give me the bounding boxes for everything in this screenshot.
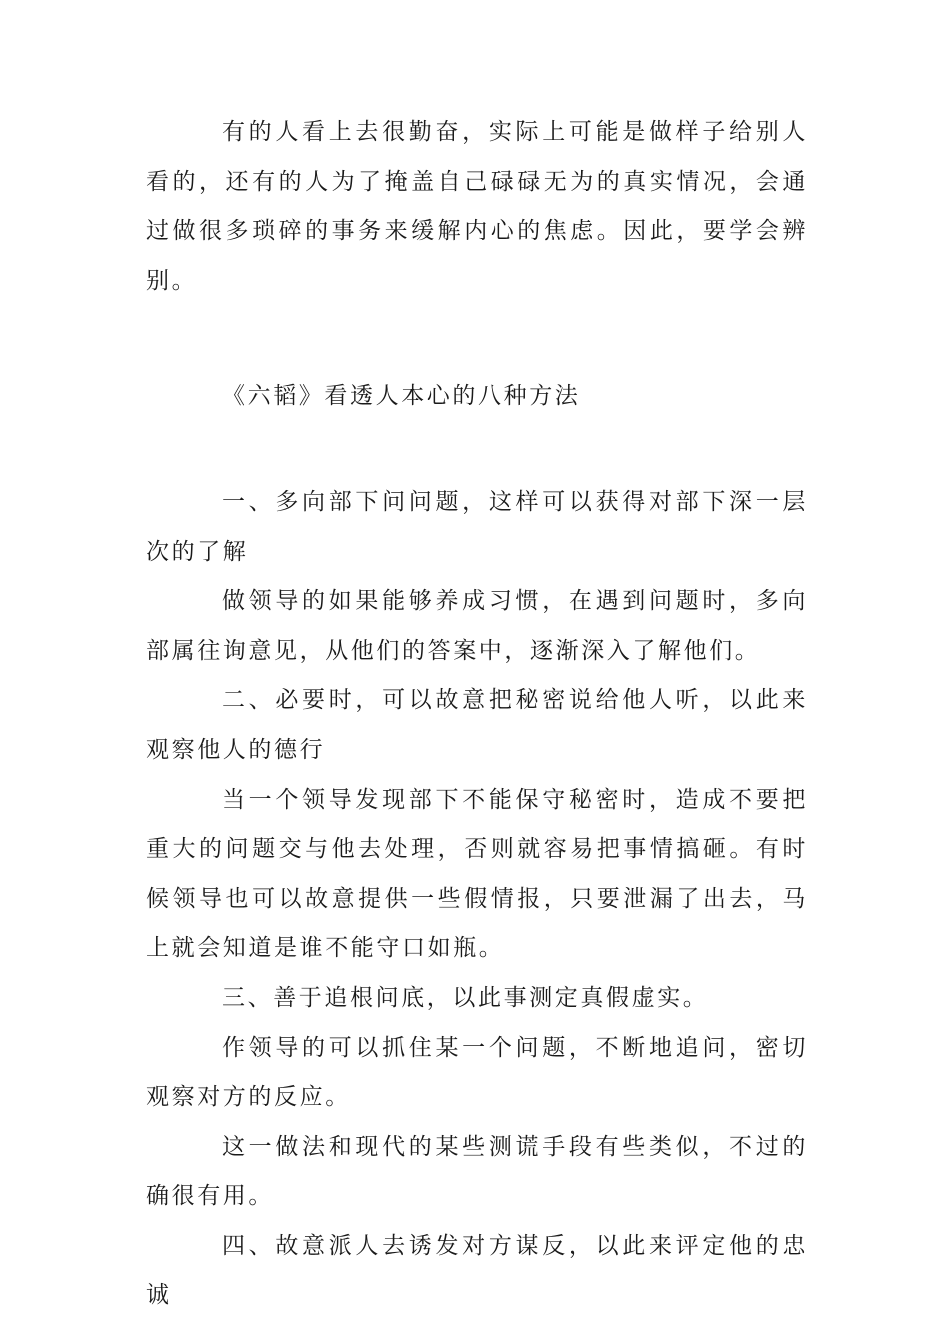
point-three-body: 作领导的可以抓住某一个问题，不断地追问，密切观察对方的反应。 (146, 1034, 808, 1111)
point-one-heading: 一、多向部下问问题，这样可以获得对部下深一层次的了解 (146, 488, 808, 565)
point-three-heading: 三、善于追根问底，以此事测定真假虚实。 (222, 984, 709, 1011)
document-body (146, 108, 808, 1321)
point-one-body: 做领导的如果能够养成习惯，在遇到问题时，多向部属往询意见，从他们的答案中，逐渐深入了解他们。 (146, 588, 808, 664)
point-two-heading: 二、必要时，可以故意把秘密说给他人听，以此来观察他人的德行 (146, 687, 808, 763)
point-four-heading: 四、故意派人去诱发对方谋反，以此来评定他的忠诚 (146, 1232, 808, 1309)
point-three-note: 这一做法和现代的某些测谎手段有些类似，不过的确很有用。 (146, 1133, 808, 1210)
point-two-body: 当一个领导发现部下不能保守秘密时，造成不要把重大的问题交与他去处理，否则就容易把事情搞砸。有时候领导也可以故意提供一些假情报，只要泄漏了出去，马上就会知道是谁不能守口如瓶。 (146, 786, 808, 962)
section-title: 《六韬》看透人本心的八种方法 (222, 383, 581, 410)
intro-paragraph: 有的人看上去很勤奋，实际上可能是做样子给别人看的，还有的人为了掩盖自己碌碌无为的真实情况，会通过做很多琐碎的事务来缓解内心的焦虑。因此，要学会辨别。 (146, 119, 808, 294)
